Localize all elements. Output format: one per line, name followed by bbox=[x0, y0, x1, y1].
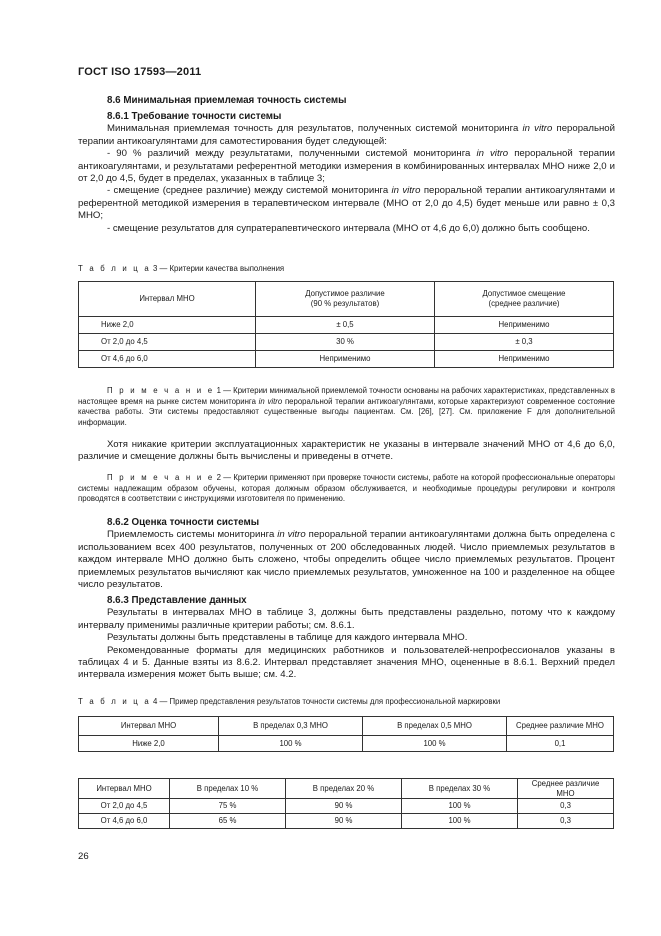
table-cell: 75 % bbox=[170, 799, 286, 814]
section-8-6-2-title: 8.6.2 Оценка точности системы bbox=[107, 517, 260, 528]
table-header-cell: Интервал МНО bbox=[79, 717, 219, 736]
bullet-item: - смещение (среднее различие) между системой мониторинга in vitro пероральной терапии антикоагулянтами и референтной методикой измерения в терапевтическом интервале (МНО от 2,0 до 4,5) будет меньше или равно ± 0,3 МНО; bbox=[78, 185, 615, 222]
table-cell: 100 % bbox=[219, 736, 363, 752]
paragraph: Результаты должны быть представлены в таблице для каждого интервала МНО. bbox=[107, 632, 468, 644]
section-8-6-3 bbox=[78, 595, 615, 682]
table-3-caption: Т а б л и ц а 3 — Критерии качества выполнения bbox=[78, 264, 285, 273]
table-cell: Ниже 2,0 bbox=[79, 736, 219, 752]
table-row bbox=[79, 799, 614, 814]
table-cell: 0,1 bbox=[507, 736, 614, 752]
section-8-6 bbox=[78, 95, 615, 107]
table-cell: От 4,6 до 6,0 bbox=[79, 814, 170, 829]
table-header-row bbox=[79, 779, 614, 799]
table-5 bbox=[78, 778, 614, 829]
table-header-cell: В пределах 20 % bbox=[286, 779, 402, 799]
page-number: 26 bbox=[78, 851, 89, 862]
table-row bbox=[79, 736, 614, 752]
table-3 bbox=[78, 281, 614, 368]
table-4-caption: Т а б л и ц а 4 — Пример представления результатов точности системы для профессиональной маркировки bbox=[78, 697, 501, 706]
table-row bbox=[79, 814, 614, 829]
table-cell: 30 % bbox=[256, 334, 435, 351]
table-cell: 90 % bbox=[286, 799, 402, 814]
paragraph-2: Хотя никакие критерии эксплуатационных характеристик не указаны в интервале значений МНО от 4,6 до 6,0, различие и смещение должны быть вычислены и приведены в отчете. bbox=[78, 439, 615, 463]
table-cell: Ниже 2,0 bbox=[79, 317, 256, 334]
table-header-cell: В пределах 30 % bbox=[402, 779, 518, 799]
table-cell: 90 % bbox=[286, 814, 402, 829]
table-cell: ± 0,5 bbox=[256, 317, 435, 334]
paragraph: Рекомендованные форматы для медицинских работников и пользователей-непрофессионалов указаны в таблицах 4 и 5. Данные взяты из 8.6.2. Интервал представляет значения МНО, оцененные в 8.6.1. Верхний предел интервала измерения может быть выше; см. 4.2. bbox=[78, 644, 615, 681]
table-cell: 100 % bbox=[402, 799, 518, 814]
table-header-cell: Допустимое смещение (среднее различие) bbox=[435, 282, 614, 317]
table-cell: ± 0,3 bbox=[435, 334, 614, 351]
table-header-cell: Среднее различие МНО bbox=[518, 779, 614, 799]
table-header-cell: Интервал МНО bbox=[79, 779, 170, 799]
table-cell: От 4,6 до 6,0 bbox=[79, 351, 256, 368]
note-2: П р и м е ч а н и е 2 — Критерии применяют при проверке точности системы, работе на которой профессиональные операторы системы надлежащим образом обучены, которая должным образом обслуживается, и необходимые процедуры регулировки и контроля проводятся в соответствии с инструкциями изготовителя по применению. bbox=[78, 473, 616, 504]
table-cell: 0,3 bbox=[518, 799, 614, 814]
table-row bbox=[79, 351, 614, 368]
table-cell: 100 % bbox=[402, 814, 518, 829]
section-8-6-3-title: 8.6.3 Представление данных bbox=[107, 595, 247, 606]
paragraph: Минимальная приемлемая точность для результатов, полученных системой мониторинга in vitro пероральной терапии антикоагулянтами для самотестирования будет следующей: bbox=[78, 123, 615, 147]
note-1: П р и м е ч а н и е 1 — Критерии минимальной приемлемой точности основаны на рабочих характеристиках, представленных в настоящее время на рынке систем мониторинга in vitro пероральной терапии антикоагулянтами, которые характеризуют современное состояние качества работы. Эти системы предоставляют существенные выгоды пациентам. См. [26], [27]. См. приложение F для дополнительной информации. bbox=[78, 386, 616, 427]
table-4 bbox=[78, 716, 614, 752]
table-header-cell: В пределах 10 % bbox=[170, 779, 286, 799]
table-cell: Неприменимо bbox=[435, 317, 614, 334]
section-8-6-title: 8.6 Минимальная приемлемая точность системы bbox=[107, 95, 347, 106]
table-row bbox=[79, 334, 614, 351]
section-8-6-1 bbox=[78, 111, 615, 235]
table-header-row bbox=[79, 282, 614, 317]
table-cell: Неприменимо bbox=[256, 351, 435, 368]
table-header-cell: Интервал МНО bbox=[79, 282, 256, 317]
bullet-item: - 90 % различий между результатами, полученными системой мониторинга in vitro пероральной терапии антикоагулянтами, и результатами референтной методики измерения в комбинированных интервалах МНО ниже 2,0 и от 2,0 до 4,5, будет в пределах, указанных в таблице 3; bbox=[78, 148, 615, 185]
section-8-6-1-title: 8.6.1 Требование точности системы bbox=[107, 111, 282, 122]
table-cell: 0,3 bbox=[518, 814, 614, 829]
table-cell: 65 % bbox=[170, 814, 286, 829]
table-cell: 100 % bbox=[363, 736, 507, 752]
table-cell: Неприменимо bbox=[435, 351, 614, 368]
paragraph: Приемлемость системы мониторинга in vitro пероральной терапии антикоагулянтами должна быть определена с использованием всех 400 результатов, полученных от 200 обследованных людей. Число приемлемых результатов в каждом интервале МНО должно быть сложено, чтобы определить общее число приемлемых результатов. Процент приемлемых результатов вычисляют как число приемлемых результатов, умноженное на 100 и разделенное на общее число результатов. bbox=[78, 529, 615, 591]
table-cell: От 2,0 до 4,5 bbox=[79, 334, 256, 351]
table-header-cell: В пределах 0,5 МНО bbox=[363, 717, 507, 736]
table-row bbox=[79, 317, 614, 334]
table-header-cell: В пределах 0,3 МНО bbox=[219, 717, 363, 736]
bullet-item: - смещение результатов для супратерапевтического интервала (МНО от 4,6 до 6,0) должно быть сообщено. bbox=[107, 222, 590, 234]
table-header-cell: Допустимое различие (90 % результатов) bbox=[256, 282, 435, 317]
table-header-cell: Среднее различие МНО bbox=[507, 717, 614, 736]
section-8-6-2 bbox=[78, 517, 615, 591]
table-header-row bbox=[79, 717, 614, 736]
paragraph: Результаты в интервалах МНО в таблице 3, должны быть представлены раздельно, потому что к каждому интервалу применимы различные критерии работы; см. 8.6.1. bbox=[78, 607, 615, 631]
document-header: ГОСТ ISO 17593—2011 bbox=[78, 66, 202, 78]
table-cell: От 2,0 до 4,5 bbox=[79, 799, 170, 814]
